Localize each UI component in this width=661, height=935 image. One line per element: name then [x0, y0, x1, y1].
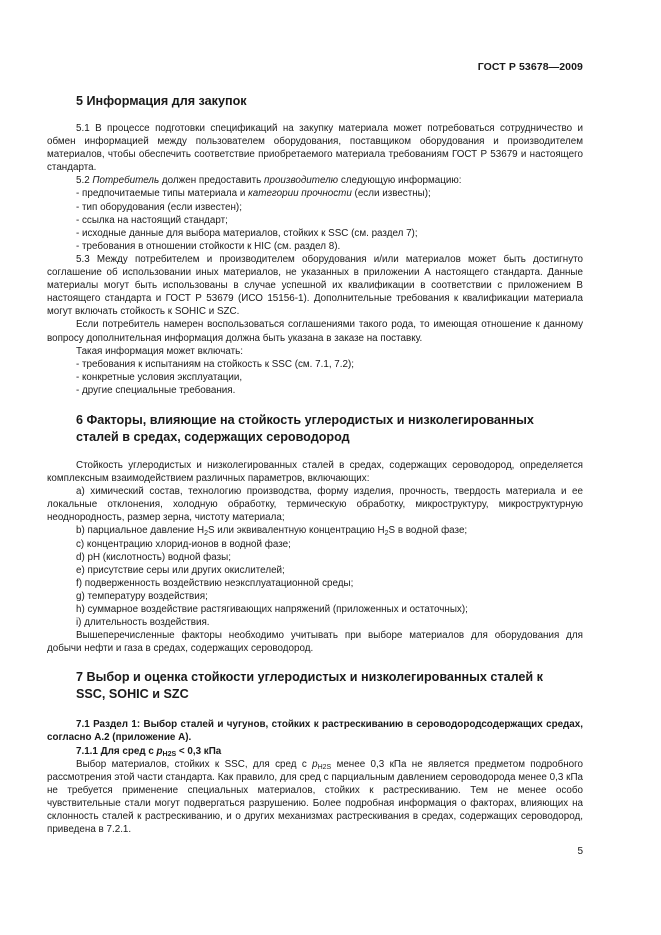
s6-title-l2: сталей в средах, содержащих сероводород	[76, 429, 350, 444]
list-item: - требования в отношении стойкости к HIC (см. раздел 8).	[76, 240, 341, 252]
factor-d: d) pH (кислотность) водной фазы;	[76, 551, 231, 563]
list-item: - ссылка на настоящий стандарт;	[76, 214, 228, 226]
fb-sub1: 2	[204, 530, 208, 538]
b711-sub: H2S	[317, 763, 332, 771]
p52-end: следующую информацию:	[338, 175, 462, 187]
paragraph-5-1: 5.1 В процессе подготовки спецификаций на закупку материала может потребоваться сотрудничество и обмен информацией между пользователем оборудования, поставщиком оборудования и производителем материалов, чтобы обеспечить соответствие приобретаемого материала требованиям ГОСТ Р 53679 и настоящего стандарта.	[47, 123, 583, 174]
b711-post: менее 0,3 кПа не является предметом подробного рассмотрения этой части стандарта. Как правило, для сред с парциальным давлением сероводорода менее 0,3 кПа не требуется применение специальных материалов, стойких к растрескиванию. Тем не менее особо чувствительные стали могут подвергаться разрушению. Более подробная информация о факторах, влияющих на склонность сталей к растрескиванию, и о других механизмах растрескивания в средах, содержащих сероводород, приведена в 7.2.1.	[47, 758, 583, 836]
fb-post: S в водной фазе;	[388, 525, 468, 537]
section-7-heading	[47, 669, 583, 703]
paragraph-6-intro: Стойкость углеродистых и низколегированных сталей в средах, содержащих сероводород, определяется комплексным взаимодействием различных параметров, включающих:	[47, 459, 583, 485]
standard-number: ГОСТ Р 53678—2009	[477, 61, 583, 73]
factor-g: g) температуру воздействия;	[76, 590, 208, 602]
s6-title-l1: 6 Факторы, влияющие на стойкость углеродистых и низколегированных	[76, 412, 534, 427]
fb-pre: b) парциальное давление H	[76, 525, 205, 537]
factor-b	[47, 524, 583, 537]
list-item	[47, 187, 583, 200]
paragraph-6-closing: Вышеперечисленные факторы необходимо учитывать при выборе материалов для оборудования для добычи нефти и газа в средах, содержащих сероводород.	[47, 630, 583, 655]
li-a-post: (если известны);	[351, 188, 431, 200]
list-item: - конкретные условия эксплуатации,	[76, 371, 243, 383]
s711-post: < 0,3 кПа	[176, 745, 222, 757]
section-5-heading: 5 Информация для закупок	[76, 94, 247, 108]
factor-i: i) длительность воздействия.	[76, 617, 210, 629]
page-content	[47, 90, 583, 836]
factor-e: e) присутствие серы или других окислителей;	[76, 564, 285, 576]
section-6-heading	[47, 412, 583, 446]
paragraph-5-3: 5.3 Между потребителем и производителем оборудования и/или материалов может быть достигнуто соглашение об использовании иных материалов, не указанных в приложении А настоящего стандарта. Данные материалы могут быть использованы в случае успешной их квалификации в соответствии с приложением В настоящего стандарта и ГОСТ Р 53679 (ИСО 15156-1). Дополнительные требования к квалификации материала могут включать стойкость к SOHIC и SZC.	[47, 253, 583, 318]
paragraph-info: Такая информация может включать:	[76, 345, 243, 357]
p52-mid: должен предоставить	[159, 175, 265, 187]
factor-c: c) концентрацию хлорид-ионов в водной фазе;	[76, 538, 291, 550]
li-a-pre: - предпочитаемые типы материала и	[76, 188, 249, 200]
list-item: - другие специальные требования.	[76, 384, 236, 396]
p52-em2: производителю	[264, 175, 339, 187]
paragraph-5-2	[47, 174, 583, 187]
s7-title-l2: SSC, SOHIC и SZC	[76, 687, 189, 702]
paragraph-agreement: Если потребитель намерен воспользоваться соглашениями такого рода, то имеющая отношение к данному вопросу дополнительная информация должна быть указана в заказе на поставку.	[47, 319, 583, 344]
s711-pre: 7.1.1 Для сред с	[76, 745, 157, 757]
list-item: - исходные данные для выбора материалов, стойких к SSC (см. раздел 7);	[76, 227, 418, 239]
b711-p: p	[312, 758, 318, 770]
factor-h: h) суммарное воздействие растягивающих напряжений (приложенных и остаточных);	[76, 604, 468, 615]
factor-f: f) подверженность воздействию неэксплуатационной среды;	[76, 577, 354, 589]
list-item: - требования к испытаниям на стойкость к SSC (см. 7.1, 7.2);	[76, 358, 355, 370]
s7-title-l1: 7 Выбор и оценка стойкости углеродистых и низколегированных сталей к	[76, 670, 543, 685]
list-item: - тип оборудования (если известен);	[76, 201, 242, 213]
subsection-7-1-1	[47, 745, 583, 758]
s711-p: p	[156, 745, 163, 757]
fb-mid: S или эквивалентную концентрацию H	[207, 525, 385, 537]
p52-em: Потребитель	[92, 175, 160, 187]
b711-pre: Выбор материалов, стойких к SSC, для сред с	[76, 758, 313, 770]
factor-a: a) химический состав, технологию производства, форму изделия, прочность, твердость материала и ее локальные отклонения, холодную обработку, термическую обработку, микроструктуру, микроструктурную неоднородность, размер зерна, чистоту материала;	[47, 486, 583, 524]
page-number: 5	[577, 846, 583, 857]
subsection-7-1: 7.1 Раздел 1: Выбор сталей и чугунов, стойких к растрескиванию в сероводородсодержащих средах, согласно А.2 (приложение А).	[47, 719, 583, 744]
paragraph-7-1-1	[47, 758, 583, 837]
s711-sub: H2S	[162, 750, 177, 758]
fb-sub2: 2	[384, 530, 389, 538]
p52-num: 5.2	[76, 175, 93, 187]
li-a-em: категории прочности	[248, 188, 352, 200]
